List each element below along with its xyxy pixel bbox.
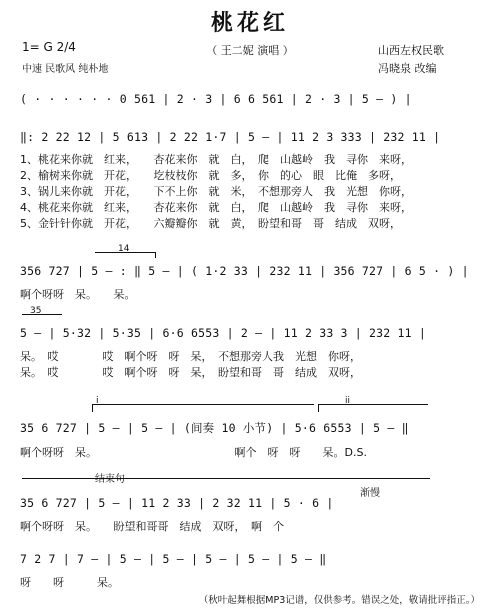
second-ending-line xyxy=(318,404,428,405)
score-system-7: 7 2 7 | 7 – | 5 – | 5 – | 5 – | 5 – | 5 – ‖ xyxy=(20,552,327,566)
origin-credit: 山西左权民歌 xyxy=(378,44,444,57)
score-system-1: ( · · · · · · 0 561 | 2 · 3 | 6 6 561 | 2 · 3 | 5 – ) | xyxy=(20,92,412,106)
bracket-line-35 xyxy=(22,314,62,315)
first-ending-label: i xyxy=(96,396,99,406)
coda-label: 结束句 xyxy=(95,474,125,485)
lyric-verse-3: 3、锅儿来你就 开花， 下不上你 就 米， 不想那旁人 我 光想 你呀， xyxy=(20,185,412,198)
score-system-5: 35 6 727 | 5 – | 5 – | (间奏 10 小节) | 5·6 6553 | 5 – ‖ xyxy=(20,421,409,435)
lyric-verse-2: 2、榆树来你就 开花， 圪枝枝你 就 多， 你 的心 眼 比俺 多呀， xyxy=(20,169,401,182)
lyric-line-4b: 呆。 哎 哎 啊个呀 呀 呆， 盼望和哥 哥 结成 双呀， xyxy=(20,366,361,379)
ritardando-label: 渐慢 xyxy=(360,488,380,499)
second-ending-label: ii xyxy=(345,396,351,406)
coda-line xyxy=(22,478,430,479)
lyric-verse-4: 4、桃花来你就 红来， 杏花来你 就 白， 爬 山越岭 我 寻你 来呀， xyxy=(20,201,412,214)
score-system-3: 356 727 | 5 – : ‖ 5 – | ( 1·2 33 | 232 11 | 356 727 | 6 5 · ) | xyxy=(20,264,469,278)
lyric-line-4a: 呆。 哎 哎 啊个呀 呀 呆， 不想那旁人我 光想 你呀， xyxy=(20,350,361,363)
singer-credit: （ 王二妮 演唱 ） xyxy=(206,44,294,57)
first-ending-tick xyxy=(92,404,93,412)
lyric-verse-1: 1、桃花来你就 红来， 杏花来你 就 白， 爬 山越岭 我 寻你 来呀， xyxy=(20,153,412,166)
lyric-line-5: 啊个呀呀 呆。 啊个 呀 呀 呆。D.S. xyxy=(20,446,367,459)
bar-number-35: 35 xyxy=(30,306,42,316)
score-system-4: 5 – | 5·32 | 5·35 | 6·6 6553 | 2 – | 11 2 33 3 | 232 11 | xyxy=(20,326,427,340)
transcription-note: （秋叶起舞根据MP3记谱，仅供参考。错误之处，敬请批评指正。） xyxy=(198,595,480,606)
key-signature: 1= G 2/4 xyxy=(22,40,76,54)
lyric-verse-5: 5、金针针你就 开花， 六瓣瓣你 就 黄， 盼望和哥 哥 结成 双呀， xyxy=(20,217,401,230)
arranger-credit: 冯晓泉 改编 xyxy=(378,62,437,75)
bar-number-14: 14 xyxy=(118,244,130,254)
second-ending-tick xyxy=(318,404,319,412)
score-system-2: ‖: 2 22 12 | 5 613 | 2 22 1·7 | 5 – | 11 2 3 333 | 232 11 | xyxy=(20,130,441,144)
song-title: 桃花红 xyxy=(210,11,289,36)
tempo-marking: 中速 民歌风 纯朴地 xyxy=(22,64,109,75)
bracket-tick-14 xyxy=(155,252,156,258)
score-system-6: 35 6 727 | 5 – | 11 2 33 | 2 32 11 | 5 · 6 | xyxy=(20,496,334,510)
first-ending-line xyxy=(92,404,314,405)
lyric-line-3: 啊个呀呀 呆。 呆。 xyxy=(20,288,136,301)
lyric-line-7: 呀 呀 呆。 xyxy=(20,576,119,589)
lyric-line-6: 啊个呀呀 呆。 盼望和哥哥 结成 双呀， 啊 个 xyxy=(20,520,284,533)
